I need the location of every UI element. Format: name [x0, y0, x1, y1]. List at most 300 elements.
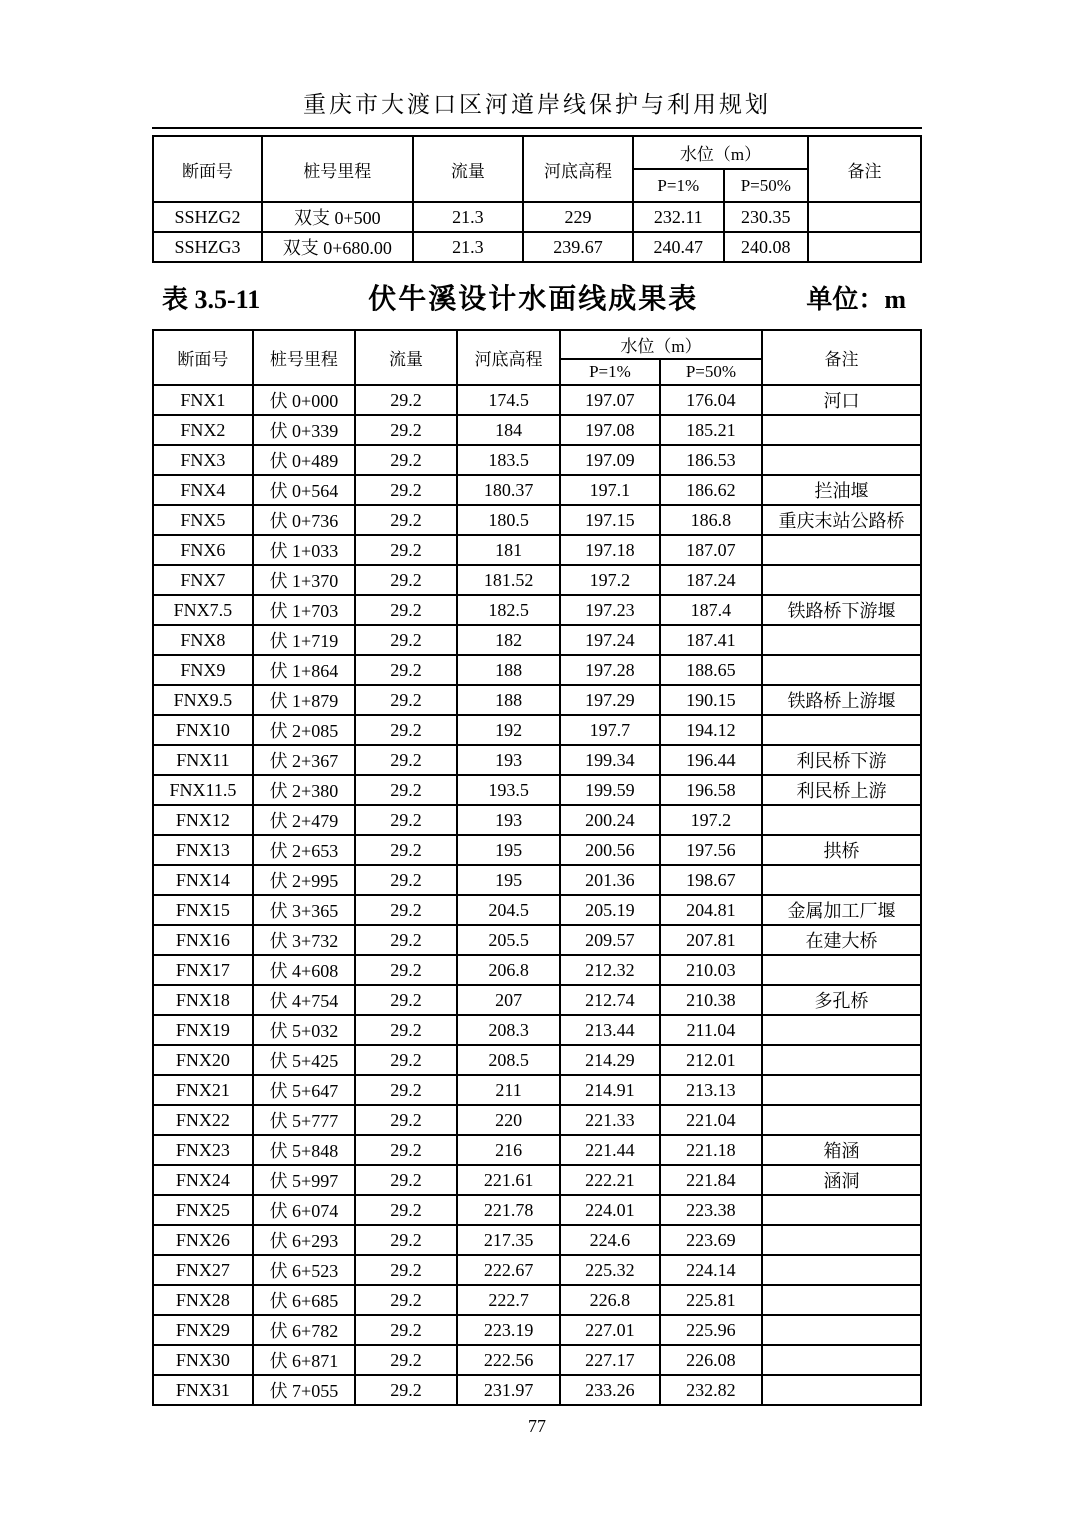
cell-section: FNX14 — [153, 865, 253, 895]
t1-col-header-remark: 备注 — [808, 136, 921, 202]
cell-p1: 227.01 — [560, 1315, 660, 1345]
cell-section: FNX12 — [153, 805, 253, 835]
page-content — [152, 0, 922, 1437]
cell-p1: 197.28 — [560, 655, 660, 685]
cell-chainage: 伏 1+719 — [253, 625, 355, 655]
cell-remark — [762, 1195, 921, 1225]
cell-p1: 201.36 — [560, 865, 660, 895]
cell-flow: 29.2 — [355, 1255, 457, 1285]
cell-flow: 29.2 — [355, 955, 457, 985]
cell-p50: 213.13 — [660, 1075, 762, 1105]
cell-section: FNX11.5 — [153, 775, 253, 805]
table-row — [153, 835, 921, 865]
cell-chainage: 伏 6+523 — [253, 1255, 355, 1285]
cell-chainage: 伏 2+479 — [253, 805, 355, 835]
cell-bed: 204.5 — [457, 895, 560, 925]
cell-p50: 196.44 — [660, 745, 762, 775]
cell-p50: 187.41 — [660, 625, 762, 655]
cell-flow: 29.2 — [355, 595, 457, 625]
table-row — [153, 1045, 921, 1075]
cell-bed: 239.67 — [523, 232, 633, 262]
cell-remark — [762, 445, 921, 475]
cell-p50: 210.38 — [660, 985, 762, 1015]
cell-p50: 187.07 — [660, 535, 762, 565]
cell-remark — [762, 1225, 921, 1255]
table-caption — [152, 277, 922, 317]
cell-flow: 29.2 — [355, 385, 457, 415]
cell-bed: 188 — [457, 655, 560, 685]
cell-flow: 29.2 — [355, 805, 457, 835]
cell-flow: 29.2 — [355, 1105, 457, 1135]
cell-p50: 240.08 — [724, 232, 808, 262]
cell-flow: 29.2 — [355, 685, 457, 715]
cell-p1: 197.2 — [560, 565, 660, 595]
cell-p1: 233.26 — [560, 1375, 660, 1405]
cell-remark — [762, 625, 921, 655]
table-row — [153, 1075, 921, 1105]
table-caption-unit: 单位：m — [806, 285, 906, 314]
cell-p1: 240.47 — [633, 232, 724, 262]
cell-bed: 182 — [457, 625, 560, 655]
cell-remark — [762, 865, 921, 895]
cell-p50: 211.04 — [660, 1015, 762, 1045]
cell-section: FNX31 — [153, 1375, 253, 1405]
table-row — [153, 232, 921, 262]
cell-bed: 195 — [457, 865, 560, 895]
funiuxi-water-surface-table — [152, 329, 922, 1406]
cell-flow: 29.2 — [355, 925, 457, 955]
cell-chainage: 伏 6+293 — [253, 1225, 355, 1255]
cell-p1: 199.34 — [560, 745, 660, 775]
cell-section: FNX11 — [153, 745, 253, 775]
cell-remark — [808, 202, 921, 232]
cell-p1: 200.56 — [560, 835, 660, 865]
t2-col-header-remark: 备注 — [762, 330, 921, 385]
cell-bed: 193 — [457, 805, 560, 835]
table-row — [153, 955, 921, 985]
cell-p1: 227.17 — [560, 1345, 660, 1375]
cell-p50: 232.82 — [660, 1375, 762, 1405]
table-row — [153, 385, 921, 415]
t2-col-header-flow: 流量 — [355, 330, 457, 385]
cell-flow: 29.2 — [355, 625, 457, 655]
cell-chainage: 双支 0+680.00 — [262, 232, 413, 262]
cell-flow: 29.2 — [355, 715, 457, 745]
cell-remark: 利民桥上游 — [762, 775, 921, 805]
table-row — [153, 415, 921, 445]
cell-p1: 197.1 — [560, 475, 660, 505]
cell-p50: 207.81 — [660, 925, 762, 955]
cell-p1: 221.44 — [560, 1135, 660, 1165]
cell-flow: 29.2 — [355, 775, 457, 805]
cell-section: FNX27 — [153, 1255, 253, 1285]
table-row — [153, 1015, 921, 1045]
cell-p1: 197.23 — [560, 595, 660, 625]
cell-remark — [808, 232, 921, 262]
cell-chainage: 伏 1+703 — [253, 595, 355, 625]
cell-remark: 铁路桥下游堰 — [762, 595, 921, 625]
cell-remark — [762, 535, 921, 565]
cell-section: FNX9 — [153, 655, 253, 685]
cell-section: FNX20 — [153, 1045, 253, 1075]
cell-section: FNX25 — [153, 1195, 253, 1225]
table-row — [153, 1225, 921, 1255]
table-row — [153, 565, 921, 595]
cell-remark: 箱涵 — [762, 1135, 921, 1165]
cell-bed: 222.67 — [457, 1255, 560, 1285]
cell-p1: 214.91 — [560, 1075, 660, 1105]
table-row — [153, 1105, 921, 1135]
cell-remark — [762, 955, 921, 985]
cell-bed: 222.7 — [457, 1285, 560, 1315]
cell-remark — [762, 715, 921, 745]
cell-p1: 199.59 — [560, 775, 660, 805]
table-row — [153, 202, 921, 232]
cell-p50: 190.15 — [660, 685, 762, 715]
cell-p50: 223.69 — [660, 1225, 762, 1255]
cell-bed: 205.5 — [457, 925, 560, 955]
cell-flow: 29.2 — [355, 1015, 457, 1045]
cell-section: SSHZG2 — [153, 202, 262, 232]
cell-p50: 185.21 — [660, 415, 762, 445]
cell-bed: 208.5 — [457, 1045, 560, 1075]
cell-flow: 29.2 — [355, 1285, 457, 1315]
table-caption-label: 表 3.5-11 — [162, 285, 261, 314]
cell-p50: 225.96 — [660, 1315, 762, 1345]
cell-flow: 29.2 — [355, 1345, 457, 1375]
table-row — [153, 775, 921, 805]
cell-flow: 29.2 — [355, 985, 457, 1015]
cell-chainage: 伏 5+425 — [253, 1045, 355, 1075]
cell-remark: 在建大桥 — [762, 925, 921, 955]
t1-col-header-p50: P=50% — [724, 169, 808, 202]
cell-chainage: 双支 0+500 — [262, 202, 413, 232]
cell-section: FNX15 — [153, 895, 253, 925]
cell-section: FNX3 — [153, 445, 253, 475]
cell-chainage: 伏 1+370 — [253, 565, 355, 595]
cell-bed: 180.5 — [457, 505, 560, 535]
cell-bed: 193.5 — [457, 775, 560, 805]
cell-p50: 221.84 — [660, 1165, 762, 1195]
cell-chainage: 伏 2+653 — [253, 835, 355, 865]
cell-chainage: 伏 7+055 — [253, 1375, 355, 1405]
cell-section: FNX5 — [153, 505, 253, 535]
table-row — [153, 655, 921, 685]
cell-p1: 197.08 — [560, 415, 660, 445]
cell-p1: 197.7 — [560, 715, 660, 745]
cell-p50: 188.65 — [660, 655, 762, 685]
table-row — [153, 1165, 921, 1195]
cell-remark — [762, 1285, 921, 1315]
t1-col-header-chainage: 桩号里程 — [262, 136, 413, 202]
cell-bed: 221.61 — [457, 1165, 560, 1195]
cell-section: FNX30 — [153, 1345, 253, 1375]
cell-p1: 205.19 — [560, 895, 660, 925]
cell-chainage: 伏 6+685 — [253, 1285, 355, 1315]
cell-p1: 213.44 — [560, 1015, 660, 1045]
cell-remark — [762, 1105, 921, 1135]
cell-chainage: 伏 3+732 — [253, 925, 355, 955]
table-row — [153, 505, 921, 535]
cell-bed: 208.3 — [457, 1015, 560, 1045]
t2-col-header-p1: P=1% — [560, 359, 660, 385]
t1-col-header-section: 断面号 — [153, 136, 262, 202]
cell-p50: 186.62 — [660, 475, 762, 505]
cell-remark — [762, 1255, 921, 1285]
cell-p1: 224.6 — [560, 1225, 660, 1255]
table-row — [153, 985, 921, 1015]
cell-p1: 197.09 — [560, 445, 660, 475]
cell-p50: 197.56 — [660, 835, 762, 865]
t2-body — [153, 385, 921, 1405]
table-row — [153, 625, 921, 655]
cell-section: FNX8 — [153, 625, 253, 655]
cell-chainage: 伏 2+085 — [253, 715, 355, 745]
cell-section: FNX19 — [153, 1015, 253, 1045]
cell-remark — [762, 1375, 921, 1405]
t2-col-header-bed-elevation: 河底高程 — [457, 330, 560, 385]
cell-p1: 214.29 — [560, 1045, 660, 1075]
cell-section: FNX28 — [153, 1285, 253, 1315]
cell-section: FNX2 — [153, 415, 253, 445]
cell-remark — [762, 1045, 921, 1075]
cell-bed: 211 — [457, 1075, 560, 1105]
cell-chainage: 伏 2+367 — [253, 745, 355, 775]
cell-chainage: 伏 0+339 — [253, 415, 355, 445]
cell-flow: 21.3 — [413, 232, 524, 262]
table-row — [153, 1315, 921, 1345]
table-row — [153, 475, 921, 505]
cell-section: FNX6 — [153, 535, 253, 565]
cell-p50: 204.81 — [660, 895, 762, 925]
cell-section: FNX23 — [153, 1135, 253, 1165]
cell-flow: 29.2 — [355, 565, 457, 595]
cell-bed: 221.78 — [457, 1195, 560, 1225]
cell-p50: 221.04 — [660, 1105, 762, 1135]
cell-flow: 21.3 — [413, 202, 524, 232]
cell-section: FNX7 — [153, 565, 253, 595]
cell-remark — [762, 415, 921, 445]
cell-remark — [762, 1015, 921, 1045]
cell-remark — [762, 1345, 921, 1375]
cell-section: FNX26 — [153, 1225, 253, 1255]
t1-col-header-bed-elevation: 河底高程 — [523, 136, 633, 202]
cell-p50: 221.18 — [660, 1135, 762, 1165]
cell-bed: 195 — [457, 835, 560, 865]
cell-section: SSHZG3 — [153, 232, 262, 262]
cell-bed: 223.19 — [457, 1315, 560, 1345]
cell-p50: 176.04 — [660, 385, 762, 415]
cell-remark — [762, 1075, 921, 1105]
cell-p1: 197.24 — [560, 625, 660, 655]
table-row — [153, 745, 921, 775]
cell-chainage: 伏 5+032 — [253, 1015, 355, 1045]
cell-remark: 利民桥下游 — [762, 745, 921, 775]
cell-chainage: 伏 6+074 — [253, 1195, 355, 1225]
table-row — [153, 595, 921, 625]
t2-col-header-section: 断面号 — [153, 330, 253, 385]
cell-bed: 180.37 — [457, 475, 560, 505]
table-row — [153, 925, 921, 955]
cell-remark: 铁路桥上游堰 — [762, 685, 921, 715]
cell-p1: 197.18 — [560, 535, 660, 565]
cell-p50: 198.67 — [660, 865, 762, 895]
cell-flow: 29.2 — [355, 505, 457, 535]
table-row — [153, 715, 921, 745]
cell-section: FNX18 — [153, 985, 253, 1015]
cell-chainage: 伏 2+380 — [253, 775, 355, 805]
cell-chainage: 伏 1+864 — [253, 655, 355, 685]
cell-section: FNX10 — [153, 715, 253, 745]
table-row — [153, 1285, 921, 1315]
cell-chainage: 伏 5+647 — [253, 1075, 355, 1105]
cell-flow: 29.2 — [355, 475, 457, 505]
cell-p1: 197.07 — [560, 385, 660, 415]
cell-p1: 222.21 — [560, 1165, 660, 1195]
cell-remark — [762, 565, 921, 595]
cell-flow: 29.2 — [355, 445, 457, 475]
shuangzhi-water-surface-table — [152, 135, 922, 263]
cell-flow: 29.2 — [355, 745, 457, 775]
table-row — [153, 685, 921, 715]
cell-remark: 多孔桥 — [762, 985, 921, 1015]
cell-flow: 29.2 — [355, 655, 457, 685]
cell-bed: 229 — [523, 202, 633, 232]
table-row — [153, 1255, 921, 1285]
table-row — [153, 445, 921, 475]
cell-remark: 重庆末站公路桥 — [762, 505, 921, 535]
cell-p50: 225.81 — [660, 1285, 762, 1315]
cell-chainage: 伏 5+997 — [253, 1165, 355, 1195]
cell-p50: 223.38 — [660, 1195, 762, 1225]
cell-p1: 197.15 — [560, 505, 660, 535]
cell-p50: 187.24 — [660, 565, 762, 595]
cell-p50: 230.35 — [724, 202, 808, 232]
cell-bed: 184 — [457, 415, 560, 445]
cell-bed: 181.52 — [457, 565, 560, 595]
cell-chainage: 伏 6+782 — [253, 1315, 355, 1345]
table-row — [153, 1195, 921, 1225]
cell-p1: 221.33 — [560, 1105, 660, 1135]
cell-p1: 200.24 — [560, 805, 660, 835]
cell-p50: 187.4 — [660, 595, 762, 625]
cell-chainage: 伏 5+777 — [253, 1105, 355, 1135]
t1-col-header-water-level: 水位（m） — [633, 136, 808, 169]
cell-flow: 29.2 — [355, 895, 457, 925]
cell-flow: 29.2 — [355, 865, 457, 895]
cell-section: FNX9.5 — [153, 685, 253, 715]
cell-remark: 金属加工厂堰 — [762, 895, 921, 925]
cell-section: FNX4 — [153, 475, 253, 505]
cell-remark — [762, 805, 921, 835]
cell-remark: 涵洞 — [762, 1165, 921, 1195]
cell-chainage: 伏 2+995 — [253, 865, 355, 895]
cell-chainage: 伏 5+848 — [253, 1135, 355, 1165]
cell-section: FNX22 — [153, 1105, 253, 1135]
cell-chainage: 伏 0+489 — [253, 445, 355, 475]
cell-p1: 209.57 — [560, 925, 660, 955]
cell-chainage: 伏 1+033 — [253, 535, 355, 565]
cell-p1: 212.74 — [560, 985, 660, 1015]
cell-flow: 29.2 — [355, 835, 457, 865]
t2-col-header-water-level: 水位（m） — [560, 330, 762, 359]
table-row — [153, 1375, 921, 1405]
cell-section: FNX1 — [153, 385, 253, 415]
cell-p1: 212.32 — [560, 955, 660, 985]
cell-p50: 194.12 — [660, 715, 762, 745]
t1-col-header-p1: P=1% — [633, 169, 724, 202]
cell-p50: 197.2 — [660, 805, 762, 835]
table-row — [153, 1135, 921, 1165]
cell-chainage: 伏 4+608 — [253, 955, 355, 985]
table-row — [153, 535, 921, 565]
cell-bed: 231.97 — [457, 1375, 560, 1405]
cell-p50: 224.14 — [660, 1255, 762, 1285]
cell-chainage: 伏 1+879 — [253, 685, 355, 715]
cell-bed: 192 — [457, 715, 560, 745]
cell-flow: 29.2 — [355, 415, 457, 445]
table-row — [153, 865, 921, 895]
t2-col-header-p50: P=50% — [660, 359, 762, 385]
table-caption-title: 伏牛溪设计水面线成果表 — [368, 284, 699, 315]
cell-p50: 212.01 — [660, 1045, 762, 1075]
cell-chainage: 伏 0+000 — [253, 385, 355, 415]
cell-remark — [762, 655, 921, 685]
cell-section: FNX29 — [153, 1315, 253, 1345]
cell-bed: 220 — [457, 1105, 560, 1135]
cell-remark: 河口 — [762, 385, 921, 415]
cell-bed: 207 — [457, 985, 560, 1015]
t1-body — [153, 202, 921, 262]
cell-flow: 29.2 — [355, 1135, 457, 1165]
cell-bed: 206.8 — [457, 955, 560, 985]
cell-chainage: 伏 0+736 — [253, 505, 355, 535]
cell-p50: 226.08 — [660, 1345, 762, 1375]
cell-bed: 174.5 — [457, 385, 560, 415]
cell-bed: 193 — [457, 745, 560, 775]
cell-bed: 182.5 — [457, 595, 560, 625]
cell-p50: 186.53 — [660, 445, 762, 475]
cell-chainage: 伏 0+564 — [253, 475, 355, 505]
cell-bed: 216 — [457, 1135, 560, 1165]
cell-flow: 29.2 — [355, 1315, 457, 1345]
cell-chainage: 伏 6+871 — [253, 1345, 355, 1375]
cell-section: FNX16 — [153, 925, 253, 955]
cell-section: FNX24 — [153, 1165, 253, 1195]
table-row — [153, 1345, 921, 1375]
cell-remark: 拱桥 — [762, 835, 921, 865]
cell-flow: 29.2 — [355, 1165, 457, 1195]
cell-section: FNX7.5 — [153, 595, 253, 625]
cell-p50: 186.8 — [660, 505, 762, 535]
cell-chainage: 伏 4+754 — [253, 985, 355, 1015]
header-divider — [152, 127, 922, 129]
cell-bed: 183.5 — [457, 445, 560, 475]
page-title: 重庆市大渡口区河道岸线保护与利用规划 — [303, 92, 771, 117]
cell-bed: 217.35 — [457, 1225, 560, 1255]
cell-p1: 197.29 — [560, 685, 660, 715]
page-number: 77 — [528, 1416, 546, 1436]
cell-section: FNX21 — [153, 1075, 253, 1105]
cell-flow: 29.2 — [355, 1375, 457, 1405]
cell-p1: 225.32 — [560, 1255, 660, 1285]
cell-flow: 29.2 — [355, 1225, 457, 1255]
table-row — [153, 805, 921, 835]
cell-flow: 29.2 — [355, 535, 457, 565]
t2-col-header-chainage: 桩号里程 — [253, 330, 355, 385]
cell-bed: 181 — [457, 535, 560, 565]
table-row — [153, 895, 921, 925]
